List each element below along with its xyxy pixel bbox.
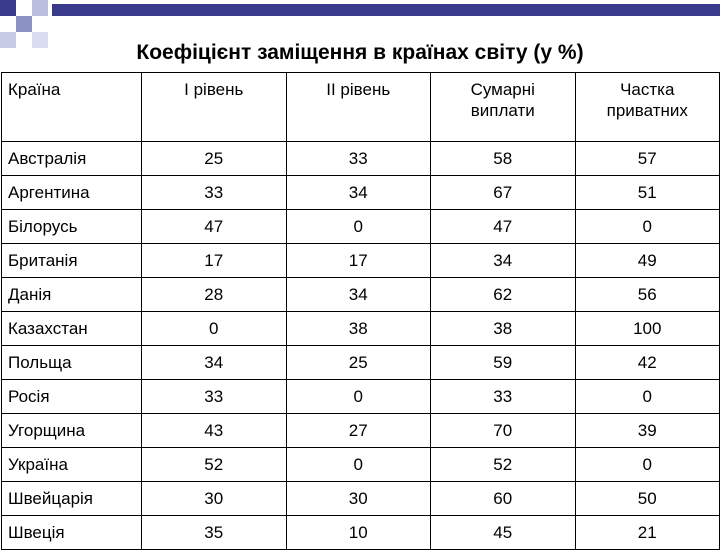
value-cell: 38 [431, 312, 576, 346]
value-cell: 50 [575, 482, 720, 516]
column-header: Країна [2, 73, 142, 142]
value-cell: 59 [431, 346, 576, 380]
data-table [1, 72, 720, 550]
value-cell: 52 [431, 448, 576, 482]
value-cell: 10 [286, 516, 431, 550]
country-cell: Швейцарія [2, 482, 142, 516]
value-cell: 47 [142, 210, 287, 244]
header-row [2, 73, 720, 142]
value-cell: 28 [142, 278, 287, 312]
value-cell: 25 [142, 142, 287, 176]
value-cell: 0 [286, 210, 431, 244]
table-row [2, 380, 720, 414]
column-header: Частка приватних [575, 73, 720, 142]
value-cell: 33 [142, 176, 287, 210]
country-cell: Росія [2, 380, 142, 414]
country-cell: Аргентина [2, 176, 142, 210]
value-cell: 25 [286, 346, 431, 380]
value-cell: 33 [286, 142, 431, 176]
country-cell: Білорусь [2, 210, 142, 244]
value-cell: 45 [431, 516, 576, 550]
country-cell: Австралія [2, 142, 142, 176]
value-cell: 70 [431, 414, 576, 448]
country-cell: Угорщина [2, 414, 142, 448]
value-cell: 43 [142, 414, 287, 448]
value-cell: 58 [431, 142, 576, 176]
value-cell: 52 [142, 448, 287, 482]
value-cell: 35 [142, 516, 287, 550]
value-cell: 60 [431, 482, 576, 516]
value-cell: 34 [431, 244, 576, 278]
deco-square [32, 0, 48, 16]
value-cell: 38 [286, 312, 431, 346]
accent-bar [52, 4, 720, 16]
value-cell: 49 [575, 244, 720, 278]
value-cell: 0 [286, 380, 431, 414]
value-cell: 0 [286, 448, 431, 482]
table-row [2, 448, 720, 482]
table-row [2, 142, 720, 176]
value-cell: 39 [575, 414, 720, 448]
table-row [2, 244, 720, 278]
table-row [2, 210, 720, 244]
value-cell: 34 [286, 278, 431, 312]
table-row [2, 176, 720, 210]
country-cell: Швеція [2, 516, 142, 550]
column-header: І рівень [142, 73, 287, 142]
value-cell: 17 [142, 244, 287, 278]
value-cell: 100 [575, 312, 720, 346]
value-cell: 0 [575, 380, 720, 414]
value-cell: 0 [575, 210, 720, 244]
value-cell: 0 [575, 448, 720, 482]
value-cell: 0 [142, 312, 287, 346]
deco-square [16, 16, 32, 32]
table-row [2, 312, 720, 346]
value-cell: 34 [142, 346, 287, 380]
table-row [2, 414, 720, 448]
value-cell: 62 [431, 278, 576, 312]
country-cell: Казахстан [2, 312, 142, 346]
value-cell: 47 [431, 210, 576, 244]
table-body [2, 142, 720, 550]
table-row [2, 482, 720, 516]
column-header: ІІ рівень [286, 73, 431, 142]
country-cell: Британія [2, 244, 142, 278]
value-cell: 30 [286, 482, 431, 516]
value-cell: 21 [575, 516, 720, 550]
column-header: Сумарні виплати [431, 73, 576, 142]
value-cell: 67 [431, 176, 576, 210]
table-row [2, 516, 720, 550]
country-cell: Польща [2, 346, 142, 380]
value-cell: 51 [575, 176, 720, 210]
value-cell: 34 [286, 176, 431, 210]
deco-square [0, 16, 16, 32]
country-cell: Україна [2, 448, 142, 482]
value-cell: 33 [431, 380, 576, 414]
value-cell: 57 [575, 142, 720, 176]
page-title: Коефіцієнт заміщення в країнах світу (у %) [136, 41, 584, 64]
value-cell: 27 [286, 414, 431, 448]
table-row [2, 346, 720, 380]
table-row [2, 278, 720, 312]
deco-square [0, 0, 16, 16]
value-cell: 30 [142, 482, 287, 516]
country-cell: Данія [2, 278, 142, 312]
deco-square [32, 16, 48, 32]
value-cell: 17 [286, 244, 431, 278]
value-cell: 56 [575, 278, 720, 312]
deco-square [16, 0, 32, 16]
value-cell: 33 [142, 380, 287, 414]
value-cell: 42 [575, 346, 720, 380]
